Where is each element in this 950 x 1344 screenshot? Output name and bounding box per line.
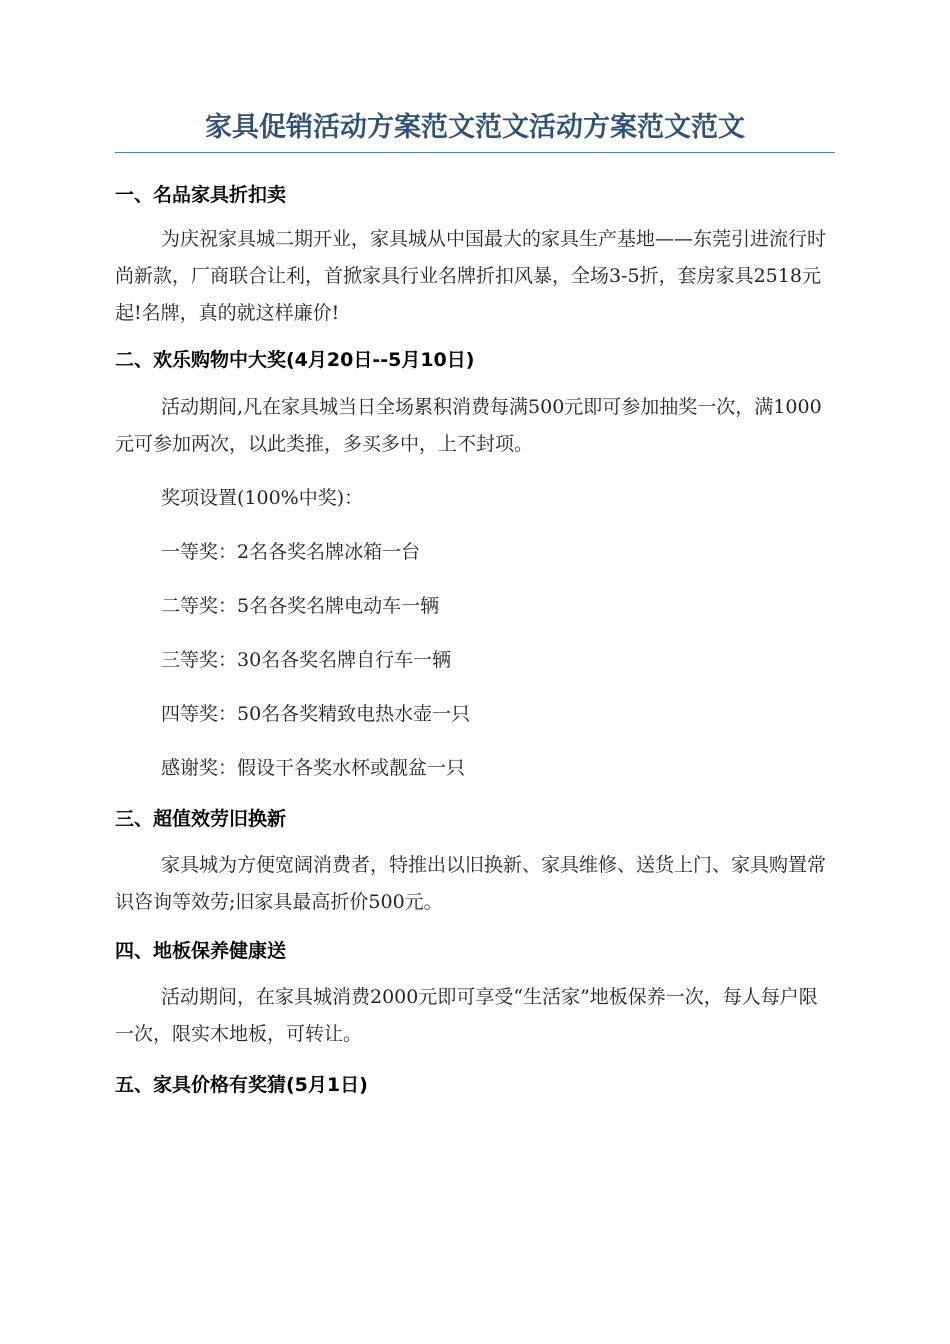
prize-item: 三等奖：30名各奖名牌自行车一辆 (161, 649, 452, 671)
section-heading-5: 五、家具价格有奖猜(5月1日) (115, 1074, 368, 1096)
section-heading-4: 四、地板保养健康送 (115, 940, 287, 962)
document-title: 家具促销活动方案范文范文活动方案范文范文 (115, 110, 835, 153)
prize-item: 感谢奖：假设干各奖水杯或靓盆一只 (161, 757, 466, 779)
section-4-paragraph: 活动期间，在家具城消费2000元即可享受“生活家”地板保养一次，每人每户限一次，限实木地板，可转让。 (115, 986, 818, 1045)
prize-item: 一等奖：2名各奖名牌冰箱一台 (161, 541, 421, 563)
section-2-paragraph: 活动期间,凡在家具城当日全场累积消费每满500元即可参加抽奖一次，满1000元可参加两次，以此类推，多买多中，上不封项。 (115, 396, 822, 455)
section-heading-1: 一、名品家具折扣卖 (115, 184, 287, 206)
prize-item: 二等奖：5名各奖名牌电动车一辆 (161, 595, 440, 617)
document-page (115, 110, 835, 1099)
section-3-paragraph: 家具城为方便宽阔消费者，特推出以旧换新、家具维修、送货上门、家具购置常识咨询等效劳;旧家具最高折价500元。 (115, 854, 827, 913)
section-1-paragraph: 为庆祝家具城二期开业，家具城从中国最大的家具生产基地——东莞引进流行时尚新款，厂商联合让利，首掀家具行业名牌折扣风暴，全场3-5折，套房家具2518元起!名牌，真的就这样廉价! (115, 228, 827, 324)
prize-item: 四等奖：50名各奖精致电热水壶一只 (161, 703, 471, 725)
section-heading-3: 三、超值效劳旧换新 (115, 808, 287, 830)
prize-intro: 奖项设置(100%中奖)： (161, 487, 364, 509)
section-heading-2: 二、欢乐购物中大奖(4月20日--5月10日) (115, 349, 475, 371)
